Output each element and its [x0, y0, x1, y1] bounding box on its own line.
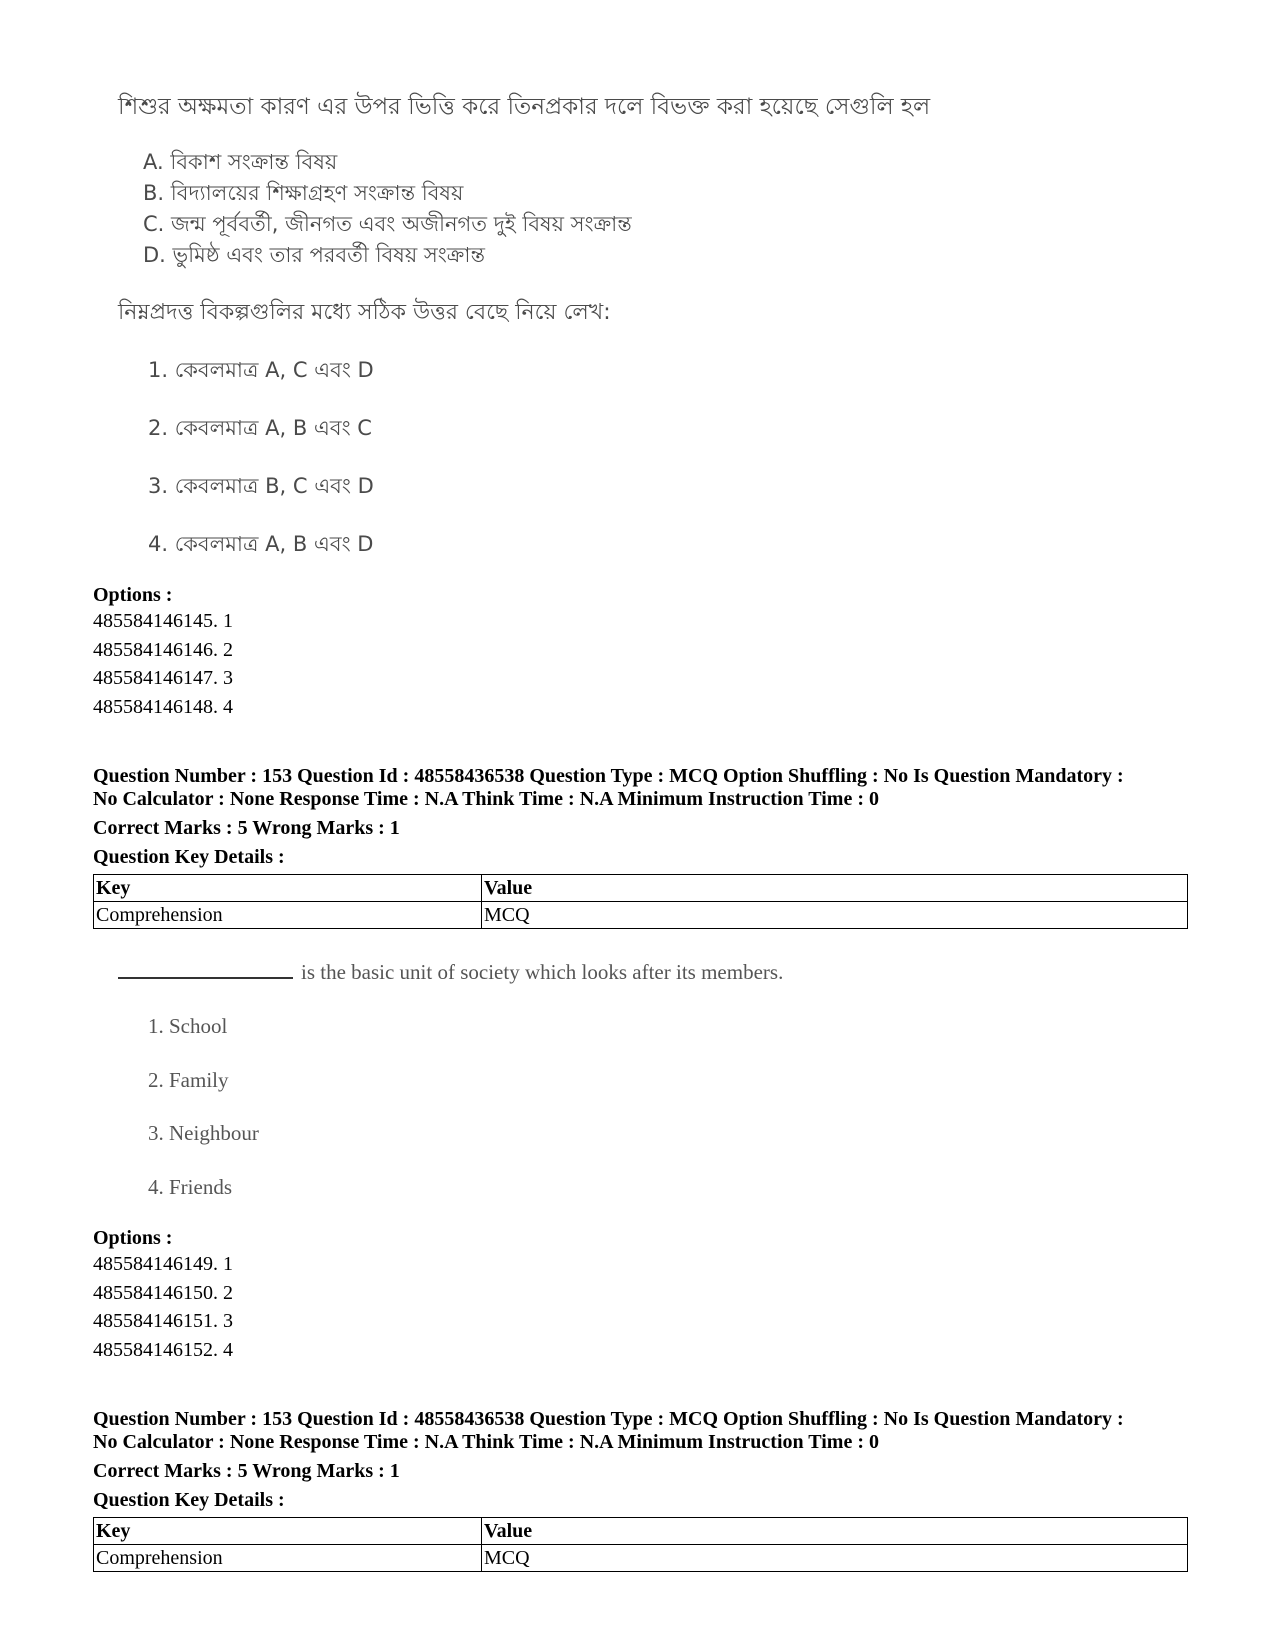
question-153-image — [0, 940, 1275, 1200]
choice-4: 4. কেবলমাত্র A, B এবং D — [148, 532, 374, 556]
table-header-key: Key — [94, 875, 482, 902]
key-details-table — [93, 874, 1188, 929]
table-row — [94, 1545, 1188, 1572]
key-details-label: Question Key Details : — [93, 846, 285, 868]
options-block — [93, 584, 1193, 721]
table-cell-value: MCQ — [482, 902, 1188, 929]
blank-line — [118, 977, 293, 979]
option-item: 485584146151. 3 — [93, 1310, 233, 1332]
options-label: Options : — [93, 1227, 173, 1249]
statement-b: B. বিদ্যালয়ের শিক্ষাগ্রহণ সংক্রান্ত বিষয় — [143, 181, 464, 205]
statement-c: C. জন্ম পূর্ববর্তী, জীনগত এবং অজীনগত দুই বিষয় সংক্রান্ত — [143, 212, 632, 236]
choice-2: 2. Family — [148, 1068, 229, 1092]
option-item: 485584146147. 3 — [93, 667, 233, 689]
table-header-key: Key — [94, 1518, 482, 1545]
option-item: 485584146148. 4 — [93, 695, 233, 718]
table-header-value: Value — [482, 875, 1188, 902]
table-header-row — [94, 875, 1188, 902]
question-meta-line-1: Question Number : 153 Question Id : 48558436538 Question Type : MCQ Option Shuffling : No Is Question Mandatory : — [93, 1408, 1124, 1430]
question-meta-line-2: No Calculator : None Response Time : N.A Think Time : N.A Minimum Instruction Time : 0 — [93, 1431, 879, 1453]
option-item: 485584146149. 1 — [93, 1253, 233, 1275]
table-header-row — [94, 1518, 1188, 1545]
marks-line: Correct Marks : 5 Wrong Marks : 1 — [93, 817, 400, 839]
question-meta-line-2: No Calculator : None Response Time : N.A Think Time : N.A Minimum Instruction Time : 0 — [93, 788, 879, 810]
choice-2: 2. কেবলমাত্র A, B এবং C — [148, 416, 372, 440]
marks-line: Correct Marks : 5 Wrong Marks : 1 — [93, 1460, 400, 1482]
option-item: 485584146146. 2 — [93, 638, 233, 661]
question-meta — [93, 1408, 1203, 1512]
table-cell-key: Comprehension — [94, 902, 482, 929]
option-item: 485584146152. 4 — [93, 1338, 233, 1361]
key-details-table — [93, 1517, 1188, 1572]
table-header-value: Value — [482, 1518, 1188, 1545]
choice-3: 3. Neighbour — [148, 1121, 259, 1145]
question-stem: শিশুর অক্ষমতা কারণ এর উপর ভিত্তি করে তিনপ্রকার দলে বিভক্ত করা হয়েছে সেগুলি হল — [118, 94, 931, 120]
question-152-image — [0, 0, 1275, 560]
question-meta — [93, 765, 1203, 869]
options-block — [93, 1227, 1193, 1364]
choice-1: 1. কেবলমাত্র A, C এবং D — [148, 358, 374, 382]
option-item: 485584146150. 2 — [93, 1281, 233, 1304]
question-meta-line-1: Question Number : 153 Question Id : 48558436538 Question Type : MCQ Option Shuffling : No Is Question Mandatory : — [93, 765, 1124, 787]
question-stem — [118, 960, 783, 985]
choice-1: 1. School — [148, 1014, 228, 1038]
statement-a: A. বিকাশ সংক্রান্ত বিষয় — [143, 150, 338, 174]
key-details-label: Question Key Details : — [93, 1489, 285, 1511]
choice-4: 4. Friends — [148, 1175, 232, 1199]
options-label: Options : — [93, 584, 173, 606]
question-stem-text: is the basic unit of society which looks after its members. — [301, 960, 784, 984]
option-item: 485584146145. 1 — [93, 610, 233, 632]
choice-3: 3. কেবলমাত্র B, C এবং D — [148, 474, 374, 498]
table-row — [94, 902, 1188, 929]
table-cell-key: Comprehension — [94, 1545, 482, 1572]
question-instruction: নিম্নপ্রদত্ত বিকল্পগুলির মধ্যে সঠিক উত্তর বেছে নিয়ে লেখ: — [118, 300, 611, 325]
table-cell-value: MCQ — [482, 1545, 1188, 1572]
statement-d: D. ভুমিষ্ঠ এবং তার পরবর্তী বিষয় সংক্রান্ত — [143, 243, 485, 267]
